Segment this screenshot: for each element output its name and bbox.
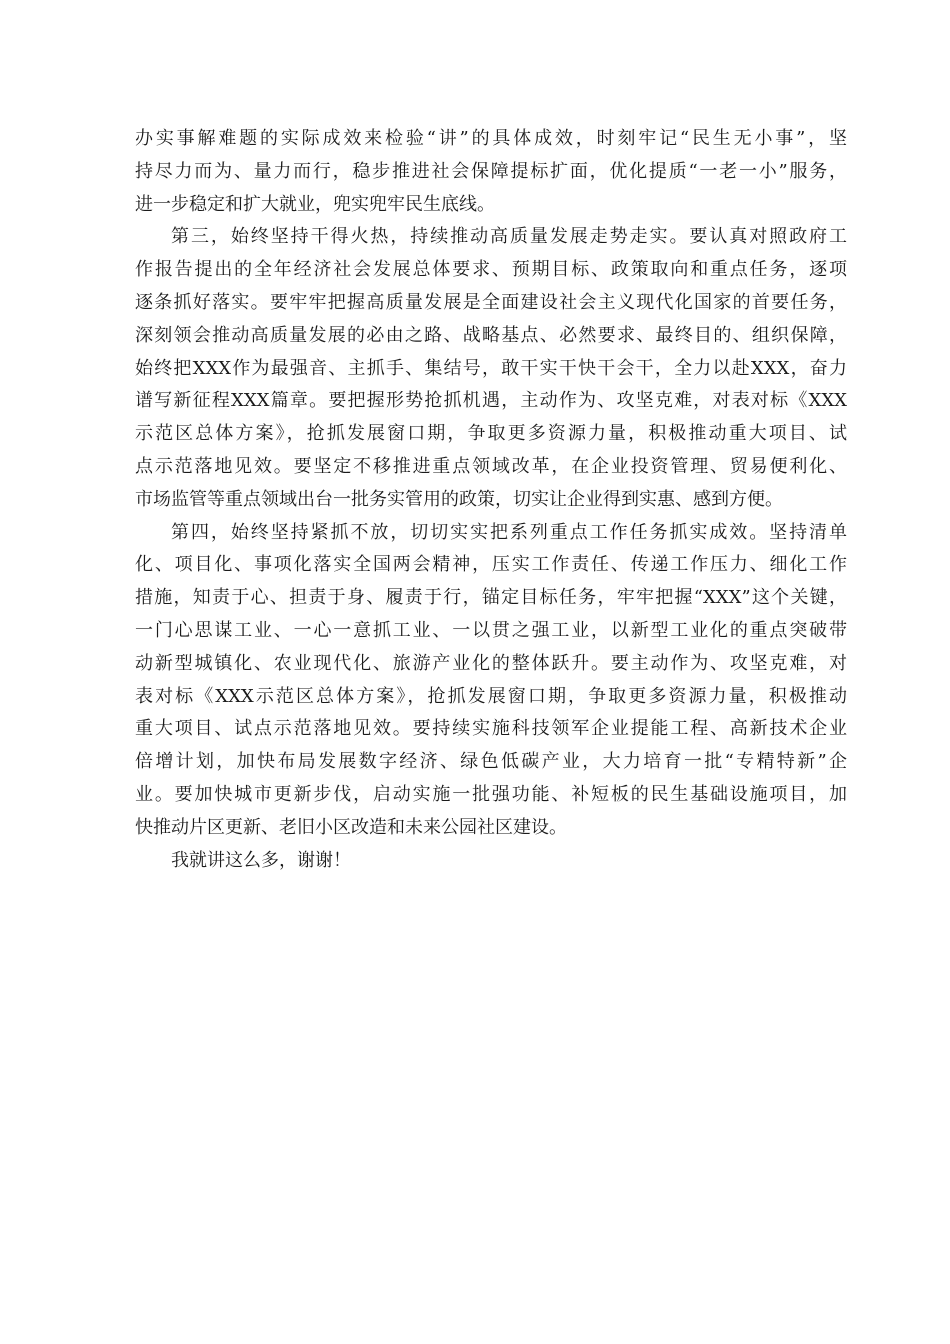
text-line: 始终把XXX作为最强音、主抓手、集结号，敢干实干快干会干，全力以赴XXX，奋力 (135, 357, 847, 379)
text-line: 快推动片区更新、老旧小区改造和未来公园社区建设。 (135, 816, 567, 838)
text-line: 倍增计划，加快布局发展数字经济、绿色低碳产业，大力培育一批“专精特新”企 (135, 751, 847, 773)
text-line: 动新型城镇化、农业现代化、旅游产业化的整体跃升。要主动作为、攻坚克难，对 (135, 652, 847, 674)
text-line: 化、项目化、事项化落实全国两会精神，压实工作责任、传递工作压力、细化工作 (135, 554, 847, 576)
text-line: 业。要加快城市更新步伐，启动实施一批强功能、补短板的民生基础设施项目，加 (135, 783, 847, 805)
paragraph-closing (135, 845, 847, 878)
text-line: 示范区总体方案》，抢抓发展窗口期，争取更多资源力量，积极推动重大项目、试 (135, 423, 847, 445)
document-body (135, 123, 847, 877)
text-line: 重大项目、试点示范落地见效。要持续实施科技领军企业提能工程、高新技术企业 (135, 718, 847, 740)
text-line: 一门心思谋工业、一心一意抓工业、一以贯之强工业，以新型工业化的重点突破带 (135, 619, 847, 641)
paragraph-continuation (135, 123, 847, 221)
text-line: 第三，始终坚持干得火热，持续推动高质量发展走势走实。要认真对照政府工 (171, 226, 847, 248)
text-line: 进一步稳定和扩大就业，兜实兜牢民生底线。 (135, 193, 495, 215)
text-line: 我就讲这么多，谢谢！ (171, 849, 351, 871)
text-line: 表对标《XXX示范区总体方案》，抢抓发展窗口期，争取更多资源力量，积极推动 (135, 685, 847, 707)
text-line: 办实事解难题的实际成效来检验“讲”的具体成效，时刻牢记“民生无小事”，坚 (135, 128, 847, 149)
paragraph-fourth (135, 517, 847, 845)
paragraph-third (135, 221, 847, 516)
text-line: 深刻领会推动高质量发展的必由之路、战略基点、必然要求、最终目的、组织保障， (135, 324, 847, 346)
text-line: 措施，知责于心、担责于身、履责于行，锚定目标任务，牢牢把握“XXX”这个关键， (135, 587, 847, 609)
text-line: 作报告提出的全年经济社会发展总体要求、预期目标、政策取向和重点任务，逐项 (135, 259, 847, 281)
text-line: 谱写新征程XXX篇章。要把握形势抢抓机遇，主动作为、攻坚克难，对表对标《XXX (135, 390, 847, 412)
text-line: 逐条抓好落实。要牢牢把握高质量发展是全面建设社会主义现代化国家的首要任务， (135, 291, 847, 313)
text-line: 持尽力而为、量力而行，稳步推进社会保障提标扩面，优化提质“一老一小”服务， (135, 160, 847, 182)
text-line: 第四，始终坚持紧抓不放，切切实实把系列重点工作任务抓实成效。坚持清单 (171, 521, 847, 543)
text-line: 点示范落地见效。要坚定不移推进重点领域改革，在企业投资管理、贸易便利化、 (135, 455, 847, 477)
text-line: 市场监管等重点领域出台一批务实管用的政策，切实让企业得到实惠、感到方便。 (135, 488, 783, 510)
